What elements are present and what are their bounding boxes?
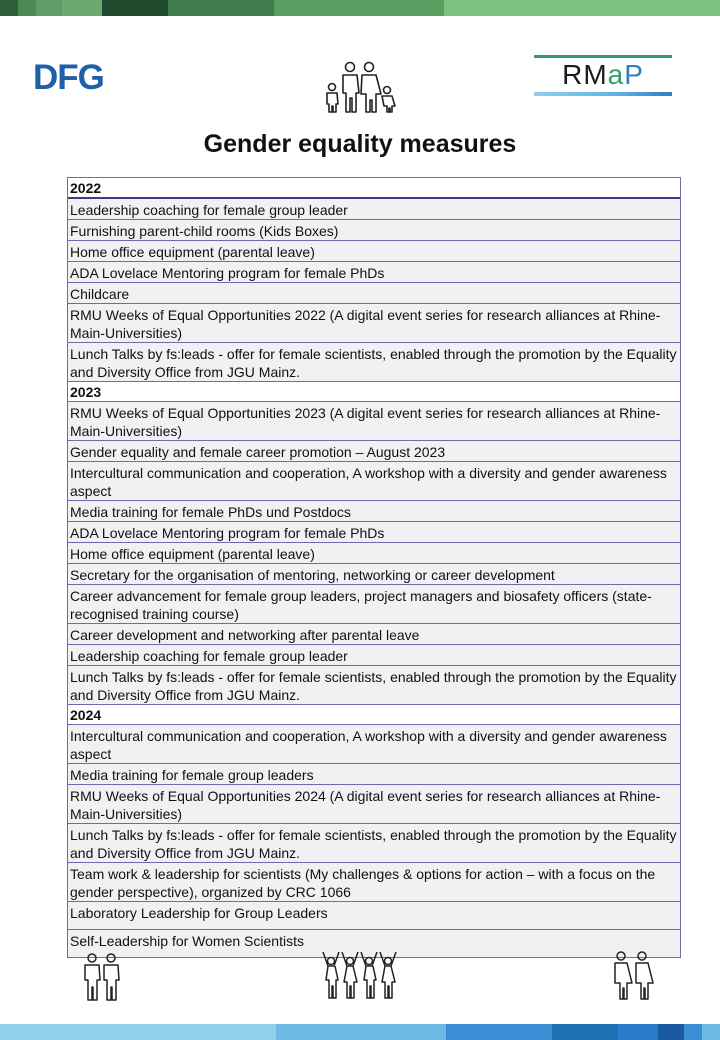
measure-row: Furnishing parent-child rooms (Kids Boxes) xyxy=(68,219,680,240)
top-bar-segment xyxy=(62,0,102,16)
measure-row: Laboratory Leadership for Group Leaders xyxy=(68,901,680,929)
bottom-bar-segment xyxy=(446,1024,552,1040)
top-bar-segment xyxy=(102,0,168,16)
measure-row: ADA Lovelace Mentoring program for female PhDs xyxy=(68,261,680,282)
measure-row: Leadership coaching for female group leader xyxy=(68,199,680,219)
bottom-bar-segment xyxy=(618,1024,658,1040)
two-women-icon xyxy=(610,950,654,1009)
measure-row: Lunch Talks by fs:leads - offer for female scientists, enabled through the promotion by the Equality and Diversity Office from JGU Mainz. xyxy=(68,823,680,862)
measure-row: Team work & leadership for scientists (My challenges & options for action – with a focus on the gender perspective), organized by CRC 1066 xyxy=(68,862,680,901)
dfg-logo xyxy=(33,58,123,99)
measure-row: Home office equipment (parental leave) xyxy=(68,542,680,563)
rmap-letter: M xyxy=(583,59,608,90)
measure-row: Gender equality and female career promotion – August 2023 xyxy=(68,440,680,461)
top-bar-segment xyxy=(36,0,62,16)
measure-row: RMU Weeks of Equal Opportunities 2024 (A digital event series for research alliances at Rhine-Main-Universities) xyxy=(68,784,680,823)
two-men-icon xyxy=(82,952,122,1009)
top-bar-segment xyxy=(168,0,274,16)
measure-row: Leadership coaching for female group leader xyxy=(68,644,680,665)
dfg-logo-text: DFG xyxy=(33,58,104,94)
rmap-letter: R xyxy=(562,59,584,90)
bottom-bar-segment xyxy=(552,1024,618,1040)
bottom-bar-segment xyxy=(684,1024,702,1040)
top-color-bar xyxy=(0,0,720,16)
measure-row: Media training for female group leaders xyxy=(68,763,680,784)
top-bar-segment xyxy=(18,0,36,16)
measure-row: Childcare xyxy=(68,282,680,303)
top-bar-segment xyxy=(274,0,444,16)
measure-row: Intercultural communication and cooperation, A workshop with a diversity and gender awareness aspect xyxy=(68,461,680,500)
bottom-bar-segment xyxy=(702,1024,720,1040)
bottom-bar-segment xyxy=(0,1024,276,1040)
top-bar-segment xyxy=(0,0,18,16)
rmap-letter: a xyxy=(607,59,625,90)
measure-row: RMU Weeks of Equal Opportunities 2022 (A digital event series for research alliances at Rhine-Main-Universities) xyxy=(68,303,680,342)
year-header-row: 2023 xyxy=(68,381,680,401)
measure-row: Secretary for the organisation of mentoring, networking or career development xyxy=(68,563,680,584)
measure-row: Lunch Talks by fs:leads - offer for female scientists, enabled through the promotion by the Equality and Diversity Office from JGU Mainz. xyxy=(68,342,680,381)
bottom-color-bar xyxy=(0,1024,720,1040)
top-bar-segment xyxy=(444,0,720,16)
rmap-logo-top-line xyxy=(534,55,672,58)
page-title: Gender equality measures xyxy=(203,130,517,158)
measure-row: ADA Lovelace Mentoring program for female PhDs xyxy=(68,521,680,542)
measures-table xyxy=(67,177,681,958)
rmap-letter: P xyxy=(624,59,644,90)
year-header-row: 2022 xyxy=(68,178,680,199)
family-icon xyxy=(322,60,398,119)
cheering-group-icon xyxy=(320,950,400,1009)
measure-row: Self-Leadership for Women Scientists xyxy=(68,929,680,957)
bottom-bar-segment xyxy=(276,1024,446,1040)
rmap-logo-text xyxy=(534,59,672,91)
measure-row: RMU Weeks of Equal Opportunities 2023 (A digital event series for research alliances at Rhine-Main-Universities) xyxy=(68,401,680,440)
bottom-bar-segment xyxy=(658,1024,684,1040)
measure-row: Career advancement for female group leaders, project managers and biosafety officers (state-recognised training course) xyxy=(68,584,680,623)
year-header-row: 2024 xyxy=(68,704,680,724)
measure-row: Home office equipment (parental leave) xyxy=(68,240,680,261)
measure-row: Career development and networking after parental leave xyxy=(68,623,680,644)
rmap-logo xyxy=(534,55,672,96)
measure-row: Lunch Talks by fs:leads - offer for female scientists, enabled through the promotion by the Equality and Diversity Office from JGU Mainz. xyxy=(68,665,680,704)
rmap-logo-bottom-line xyxy=(534,92,672,96)
measure-row: Intercultural communication and cooperation, A workshop with a diversity and gender awareness aspect xyxy=(68,724,680,763)
measure-row: Media training for female PhDs und Postdocs xyxy=(68,500,680,521)
